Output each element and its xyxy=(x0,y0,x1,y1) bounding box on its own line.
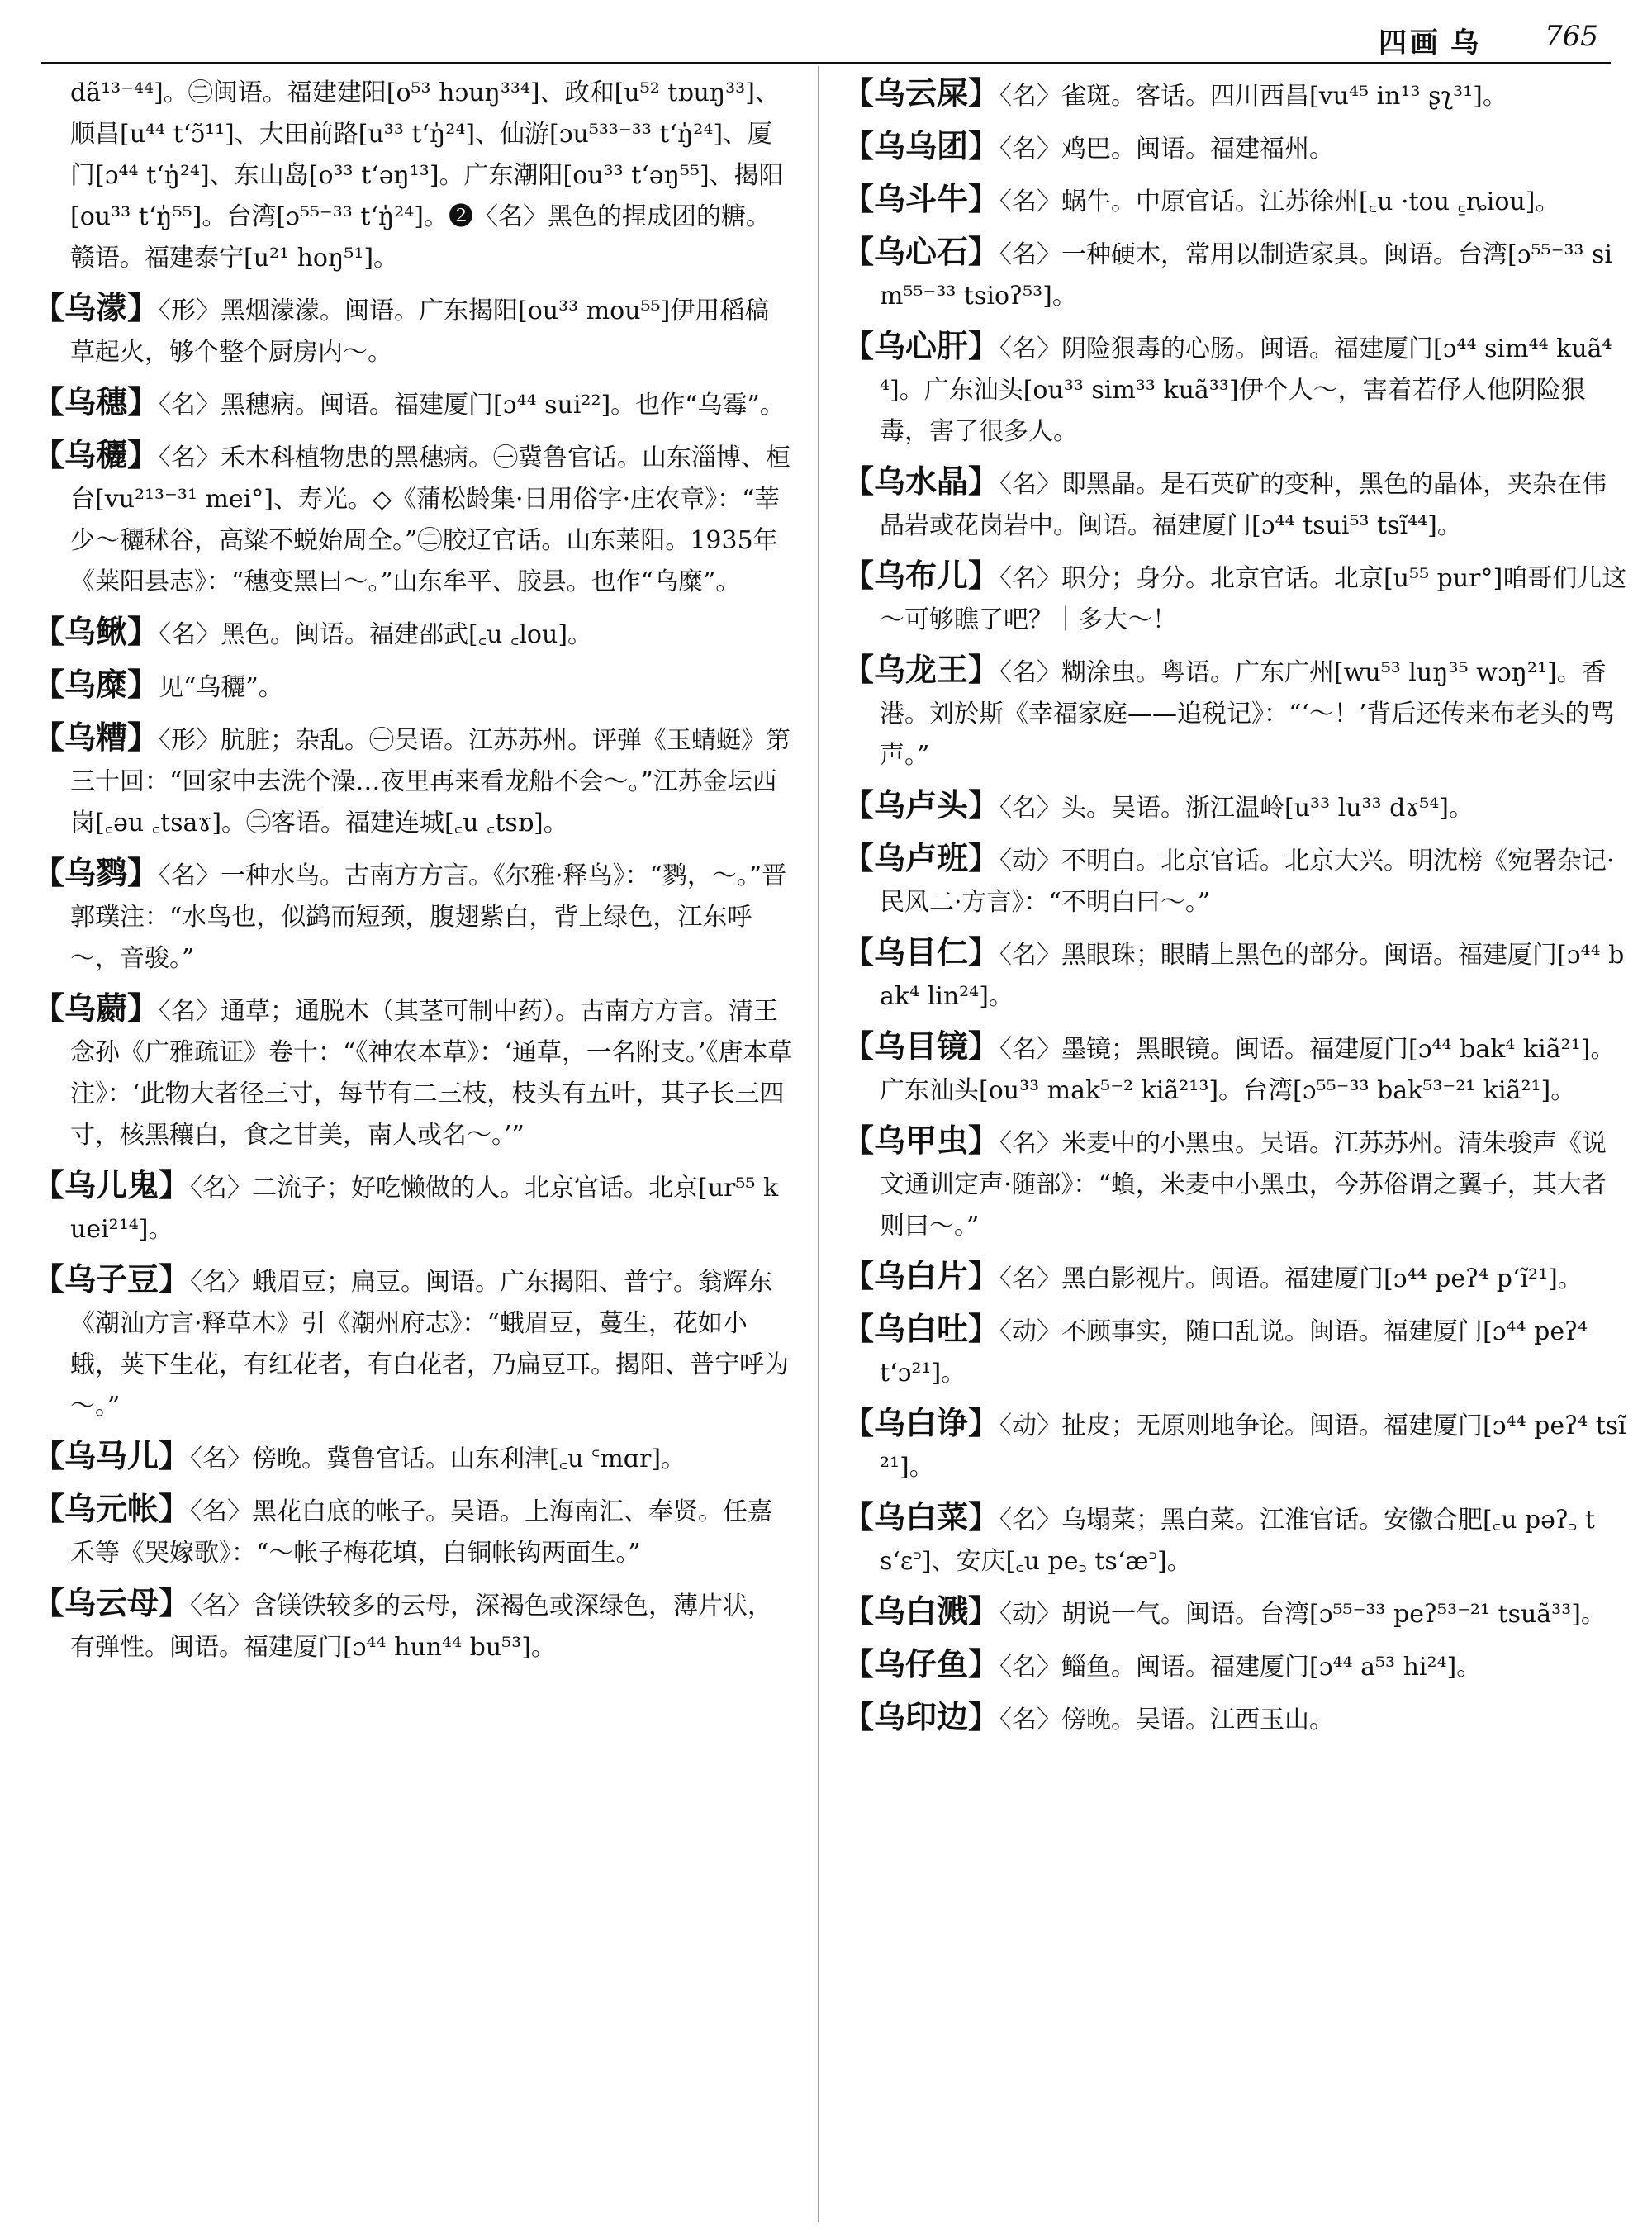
entry-headword: 【乌白诤】 xyxy=(843,1405,1000,1441)
entry-definition: 〈名〉头。吴语。浙江温岭[u³³ lu³³ dɤ⁵⁴]。 xyxy=(999,794,1474,823)
entry-headword: 【乌糜】 xyxy=(33,667,159,703)
entry-headword: 【乌白溅】 xyxy=(843,1593,1000,1630)
dictionary-entry xyxy=(33,1165,793,1250)
entry-definition: 〈名〉鸡巴。闽语。福建福州。 xyxy=(999,135,1335,164)
left-column xyxy=(33,73,793,2220)
dictionary-entry xyxy=(33,434,793,603)
header-radical: 乌 xyxy=(1450,26,1479,59)
entry-headword: 【乌儿鬼】 xyxy=(33,1167,191,1203)
dictionary-entry xyxy=(33,717,793,844)
entry-definition: 〈名〉黑花白底的帐子。吴语。上海南汇、奉贤。任嘉禾等《哭嫁歌》：“～帐子梅花填，白铜帐钩两面生。” xyxy=(70,1497,773,1568)
entry-headword: 【乌心肝】 xyxy=(843,328,1000,364)
entry-headword: 【乌卢班】 xyxy=(843,840,1000,876)
header-rule xyxy=(41,62,1611,64)
entry-headword: 【乌水晶】 xyxy=(843,463,1000,500)
dictionary-entry xyxy=(33,382,793,426)
dictionary-entry xyxy=(843,1120,1627,1247)
dictionary-entry xyxy=(843,73,1627,117)
entry-definition: dã¹³⁻⁴⁴]。㊁闽语。福建建阳[o⁵³ hɔuŋ³³⁴]、政和[u⁵² tɒuŋ³³]、顺昌[u⁴⁴ t‘ɔ̃¹¹]、大田前路[u³³ t‘ŋ̍²⁴]、仙游[ɔu⁵³³⁻³³ t‘ŋ̍²⁴]、厦门[ɔ⁴⁴ t‘ŋ̍²⁴]、东山岛[o³³ t‘əŋ¹³]。广东潮阳[ou³³ t‘əŋ⁵⁵]、揭阳[ou³³ t‘ŋ̍⁵⁵]。台湾[ɔ⁵⁵⁻³³ t‘ŋ̍²⁴]。❷〈名〉黑色的捏成团的糖。赣语。福建泰宁[u²¹ hoŋ⁵¹]。 xyxy=(70,78,784,273)
entry-headword: 【乌布儿】 xyxy=(843,558,1000,594)
dictionary-entry xyxy=(33,1435,793,1480)
entry-headword: 【乌元帐】 xyxy=(33,1491,191,1527)
dictionary-entry xyxy=(843,1644,1627,1688)
entry-headword: 【乌云屎】 xyxy=(843,75,1000,112)
entry-definition: 〈名〉蛾眉豆；扁豆。闽语。广东揭阳、普宁。翁辉东《潮汕方言·释草木》引《潮州府志》：“蛾眉豆，蔓生，花如小蛾，荚下生花，有红花者，有白花者，乃扁豆耳。揭阳、普宁呼为～。” xyxy=(70,1268,789,1421)
entry-definition: 〈动〉不明白。北京官话。北京大兴。明沈榜《宛署杂记·民风二·方言》：“不明白曰～。” xyxy=(880,847,1615,917)
entry-definition: 〈名〉鲻鱼。闽语。福建厦门[ɔ⁴⁴ a⁵³ hi²⁴]。 xyxy=(999,1653,1482,1682)
entry-definition: 〈名〉蜗牛。中原官话。江苏徐州[꜀u ·tou ꜁ȵiou]。 xyxy=(999,187,1560,216)
entry-headword: 【乌心石】 xyxy=(843,234,1000,270)
entry-definition: 〈名〉墨镜；黑眼镜。闽语。福建厦门[ɔ⁴⁴ bak⁴ kiã²¹]。广东汕头[ou³³ mak⁵⁻² kiã²¹³]。台湾[ɔ⁵⁵⁻³³ bak⁵³⁻²¹ kiã²¹]。 xyxy=(880,1035,1616,1105)
entry-definition: 〈名〉雀斑。客话。四川西昌[vu⁴⁵ in¹³ ʂʅ³¹]。 xyxy=(999,82,1507,111)
dictionary-entry xyxy=(843,837,1627,923)
entry-definition: 〈名〉阴险狠毒的心肠。闽语。福建厦门[ɔ⁴⁴ sim⁴⁴ kuã⁴⁴]。广东汕头[ou³³ sim³³ kuã³³]伊个人～，害着若伃人他阴险狠毒，害了很多人。 xyxy=(880,334,1612,446)
entry-headword: 【乌白菜】 xyxy=(843,1499,1000,1535)
entry-definition: 〈名〉黑色。闽语。福建邵武[꜀u ꜀lou]。 xyxy=(159,620,593,649)
entry-headword: 【乌龙王】 xyxy=(843,652,1000,688)
dictionary-entry xyxy=(33,1488,793,1574)
entry-definition: 〈形〉黑烟濛濛。闽语。广东揭阳[ou³³ mou⁵⁵]伊用稻稿草起火，够个整个厨房内～。 xyxy=(70,297,770,367)
dictionary-entry xyxy=(33,73,793,279)
dictionary-entry xyxy=(843,1591,1627,1635)
entry-headword: 【乌印边】 xyxy=(843,1699,1000,1735)
entry-definition: 〈名〉乌塌菜；黑白菜。江淮官话。安徽合肥[꜀u pəʔ꜆ ts‘ɛ꜄]、安庆[꜀u pe꜆ ts‘æ꜄]。 xyxy=(880,1506,1595,1576)
dictionary-entry xyxy=(33,852,793,980)
entry-headword: 【乌鹨】 xyxy=(33,855,159,891)
entry-definition: 见“乌穲”。 xyxy=(159,673,283,702)
entry-definition: 〈名〉含镁铁较多的云母，深褐色或深绿色，薄片状，有弹性。闽语。福建厦门[ɔ⁴⁴ hun⁴⁴ bu⁵³]。 xyxy=(70,1592,773,1662)
entry-definition: 〈动〉胡说一气。闽语。台湾[ɔ⁵⁵⁻³³ peʔ⁵³⁻²¹ tsuã³³]。 xyxy=(999,1600,1606,1629)
dictionary-entry xyxy=(843,1696,1627,1741)
entry-definition: 〈名〉傍晚。冀鲁官话。山东利津[꜀u ꜂mɑr]。 xyxy=(190,1445,686,1473)
entry-definition: 〈名〉黑穗病。闽语。福建厦门[ɔ⁴⁴ sui²²]。也作“乌霉”。 xyxy=(159,391,785,420)
entry-definition: 〈动〉扯皮；无原则地争论。闽语。福建厦门[ɔ⁴⁴ peʔ⁴ tsĩ²¹]。 xyxy=(880,1412,1626,1482)
entry-definition: 〈名〉傍晚。吴语。江西玉山。 xyxy=(999,1706,1335,1734)
entry-definition: 〈名〉黑白影视片。闽语。福建厦门[ɔ⁴⁴ peʔ⁴ p‘ĩ²¹]。 xyxy=(999,1264,1583,1293)
entry-definition: 〈名〉通草；通脱木（其茎可制中药）。古南方方言。清王念孙《广雅疏证》卷十：“《神农本草》：‘通草，一名附支。’《唐本草注》：‘此物大者径三寸，每节有二三枝，枝头有五叶，其子长三四寸，核黑穰白，食之甘美，南人或名～。’” xyxy=(70,997,793,1150)
entry-headword: 【乌目仁】 xyxy=(843,934,1000,970)
dictionary-entry xyxy=(843,1497,1627,1582)
entry-definition: 〈名〉一种水鸟。古南方方言。《尔雅·释鸟》：“鹨，～。”晋郭璞注：“水鸟也，似鹢而短颈，腹翅紫白，背上绿色，江东呼～，音骏。” xyxy=(70,861,787,973)
dictionary-entry xyxy=(843,1402,1627,1488)
page-header xyxy=(0,15,1611,59)
dictionary-entry xyxy=(843,1308,1627,1394)
entry-headword: 【乌濛】 xyxy=(33,290,159,326)
entry-definition: 〈形〉肮脏；杂乱。㊀吴语。江苏苏州。评弹《玉蜻蜓》第三十回：“回家中去洗个澡…夜里再来看龙船不会～。”江苏金坛西岗[꜀əu ꜀tsaɤ]。㊁客语。福建连城[꜀u ꜀tsɒ]。 xyxy=(70,726,791,837)
entry-definition: 〈名〉禾木科植物患的黑穗病。㊀冀鲁官话。山东淄博、桓台[vu²¹³⁻³¹ mei°]、寿光。◇《蒲松龄集·日用俗字·庄农章》：“莘少～穲秫谷，高粱不蜕始周全。”㊁胶辽官话。山东莱阳。1935年《莱阳县志》：“穗变黑曰～。”山东牟平、胶县。也作“乌糜”。 xyxy=(70,444,791,596)
entry-headword: 【乌仔鱼】 xyxy=(843,1646,1000,1682)
dictionary-entry xyxy=(33,287,793,373)
entry-definition: 〈名〉米麦中的小黑虫。吴语。江苏苏州。清朱骏声《说文通训定声·随部》：“蝜，米麦中小黑虫，今苏俗谓之翼子，其大者则曰～。” xyxy=(880,1129,1607,1241)
right-column xyxy=(843,73,1627,2220)
entry-definition: 〈名〉黑眼珠；眼睛上黑色的部分。闽语。福建厦门[ɔ⁴⁴ bak⁴ lin²⁴]。 xyxy=(880,941,1625,1011)
entry-headword: 【乌子豆】 xyxy=(33,1261,191,1298)
entry-headword: 【乌穲】 xyxy=(33,437,159,473)
entry-headword: 【乌云母】 xyxy=(33,1585,191,1621)
entry-headword: 【乌白片】 xyxy=(843,1258,1000,1294)
entry-definition: 〈动〉不顾事实，随口乱说。闽语。福建厦门[ɔ⁴⁴ peʔ⁴ t‘ɔ²¹]。 xyxy=(880,1317,1588,1388)
dictionary-entry xyxy=(843,126,1627,170)
dictionary-entry xyxy=(843,325,1627,453)
entry-headword: 【乌卢头】 xyxy=(843,787,1000,823)
dictionary-entry xyxy=(843,555,1627,641)
entry-headword: 【乌白吐】 xyxy=(843,1311,1000,1347)
entry-headword: 【乌乌团】 xyxy=(843,128,1000,164)
dictionary-entry xyxy=(843,649,1627,776)
dictionary-entry xyxy=(843,932,1627,1018)
entry-definition: 〈名〉二流子；好吃懒做的人。北京官话。北京[ur⁵⁵ kuei²¹⁴]。 xyxy=(70,1174,779,1244)
entry-headword: 【乌蘮】 xyxy=(33,990,159,1027)
header-section: 四画 xyxy=(1379,26,1441,59)
entry-definition: 〈名〉糊涂虫。粤语。广东广州[wu⁵³ luŋ³⁵ wɔŋ²¹]。香港。刘於斯《幸福家庭——追税记》：“‘～！’背后还传来布老头的骂声。” xyxy=(880,658,1615,770)
dictionary-entry xyxy=(843,1026,1627,1112)
entry-headword: 【乌目镜】 xyxy=(843,1028,1000,1065)
dictionary-entry xyxy=(33,1582,793,1668)
entry-headword: 【乌鳅】 xyxy=(33,614,159,650)
entry-headword: 【乌斗牛】 xyxy=(843,181,1000,217)
column-divider xyxy=(818,66,819,2222)
entry-headword: 【乌穗】 xyxy=(33,384,159,420)
dictionary-entry xyxy=(33,664,793,709)
dictionary-entry xyxy=(843,785,1627,829)
dictionary-entry xyxy=(33,611,793,656)
page-number: 765 xyxy=(1545,20,1598,53)
dictionary-entry xyxy=(843,1255,1627,1300)
entry-definition: 〈名〉职分；身分。北京官话。北京[u⁵⁵ pur°]咱哥们儿这～可够瞧了吧？｜多大～！ xyxy=(880,564,1627,634)
entry-headword: 【乌甲虫】 xyxy=(843,1122,1000,1159)
dictionary-entry xyxy=(843,461,1627,547)
entry-headword: 【乌马儿】 xyxy=(33,1438,191,1474)
dictionary-entry xyxy=(33,1259,793,1427)
dictionary-entry xyxy=(33,988,793,1156)
dictionary-entry xyxy=(843,178,1627,223)
entry-definition: 〈名〉一种硬木，常用以制造家具。闽语。台湾[ɔ⁵⁵⁻³³ sim⁵⁵⁻³³ tsioʔ⁵³]。 xyxy=(880,240,1612,311)
dictionary-entry xyxy=(843,231,1627,317)
entry-definition: 〈名〉即黑晶。是石英矿的变种，黑色的晶体，夹杂在伟晶岩或花岗岩中。闽语。福建厦门[ɔ⁴⁴ tsui⁵³ tsĩ⁴⁴]。 xyxy=(880,470,1607,540)
entry-headword: 【乌糟】 xyxy=(33,719,159,756)
